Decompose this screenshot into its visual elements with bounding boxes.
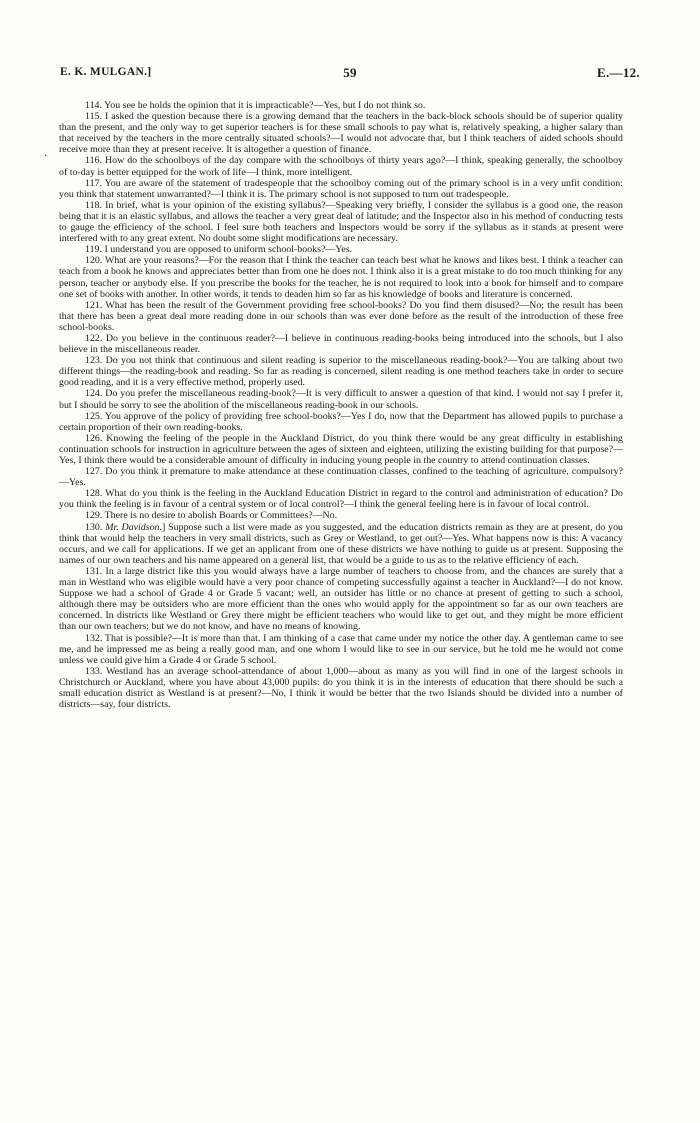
margin-dot: · [44, 151, 48, 162]
paragraph-132: 132. That is possible?—It is more than that. I am thinking of a case that came under my notice the other day. A gentleman came to see me, and he impressed me as being a really good man, and one whom I would like to see in our service, but he told me he would not come unless we could give him a Grade 4 or Grade 5 school. [59, 632, 623, 666]
paragraph-128: 128. What do you think is the feeling in the Auckland Education District in regard to the control and administration of education? Do you think the feeling is in favour of a central system or of local control?—I think the general feeling here is in favour of local control. [59, 488, 623, 511]
paragraph-115: 115. I asked the question because there is a growing demand that the teachers in the back-block schools should be of superior quality than the present, and the only way to get superior teachers is for these small schools to pay what is, relatively speaking, a higher salary than that received by the teachers in the more centrally situated schools?—I would not advocate that, but I think teachers of aided schools should receive more than they at present receive. It is altogether a question of finance. [59, 111, 623, 156]
paragraph-123: 123. Do you not think that continuous and silent reading is superior to the miscellaneous reading-book?—You are talking about two different things—the reading-book and reading. So far as reading is concerned, silent reading is one method teachers take in order to secure good reading, and it is a very effective method, properly used. [59, 355, 623, 389]
page-header [60, 66, 640, 82]
paragraph-114: 114. You see he holds the opinion that it is impracticable?—Yes, but I do not think so. [85, 100, 426, 111]
page-number: 59 [343, 65, 357, 80]
paragraph-131: 131. In a large district like this you would always have a large number of teachers to choose from, and the chances are surely that a man in Westland who was eligible would have a very poor chance of competing successfully against a teacher in Auckland?—I do not know. Suppose we had a school of Grade 4 or Grade 5 vacant; well, an outsider has little or no chance at present of getting to such a school, although there may be outsiders who are more efficient than the ones who would apply for the appointment so far as our own teachers are concerned. In districts like Westland or Grey there might be efficient teachers who would like to get out, and they might be more efficient than our own teachers; but we do not know, and have no means of knowing. [59, 565, 623, 633]
paragraph-126: 126. Knowing the feeling of the people in the Auckland District, do you think there would be any great difficulty in establishing continuation schools for instruction in agriculture between the ages of sixteen and eighteen, utilizing the existing building for that purpose?—Yes, I think there would be a considerable amount of difficulty in inducing young people in the country to attend continuation classes. [59, 432, 623, 466]
paragraph-118: 118. In brief, what is your opinion of the existing syllabus?—Speaking very briefly, I consider the syllabus is a good one, the reason being that it is an elastic syllabus, and allows the teacher a very great deal of latitude; and the Inspector also in his method of conducting tests to gauge the efficiency of the school. I feel sure both teachers and Inspectors would be sorry if the syllabus as it stands at present were interfered with to any great extent. No doubt some slight modifications are necessary. [59, 199, 623, 245]
paragraph-120: 120. What are your reasons?—For the reason that I think the teacher can teach best what he knows and likes best. I think a teacher can teach from a book he knows and appreciates better than from one he does not. I think also it is a great mistake to do too much thinking for any person, teacher or anybody else. If you prescribe the books for the teacher, he is not required to look into a book for himself and to compare one set of books with another. In other words, it tends to deaden him so far as his knowledge of books and literature is concerned. [59, 255, 623, 300]
paragraph-116: 116. How do the schoolboys of the day compare with the schoolboys of thirty years ago?—I think, speaking generally, the schoolboy of to-day is better equipped for the work of life—I think, more intelligent. [59, 155, 623, 178]
paragraph-129: 129. There is no desire to abolish Boards or Committees?—No. [85, 510, 338, 522]
paragraph-121: 121. What has been the result of the Government providing free school-books? Do you find them disused?—No; the result has been that there has been a great deal more reading done in our schools than was ever done before as the result of the introduction of these free school-books. [59, 299, 623, 333]
paragraph-127: 127. Do you think it premature to make attendance at these continuation classes, confined to the teaching of agriculture, compulsory?—Yes. [59, 466, 623, 489]
transcript-body [59, 100, 623, 710]
paragraph-130 [59, 522, 623, 566]
paragraph-117: 117. You are aware of the statement of tradespeople that the schoolboy coming out of the primary school is in a very unfit condition: you think that statement unwarranted?—I think it is. The primary school is not supposed to turn out tradespeople. [59, 177, 623, 200]
paragraph-text: ] Suppose such a list were made as you suggested, and the education districts remain as they are at present, do you think that would help the teachers in very small districts, such as Grey or Westland, to get out?—Yes. What happens now is this: A vacancy occurs, and we call for applications. If we get an applicant from one of these districts we have nothing to guide us at present. Supposing the names of our own teachers and his name appeared on a general list, that would be a guide to us as to the relative efficiency of each. [59, 521, 624, 566]
paragraph-133: 133. Westland has an average school-attendance of about 1,000—about as many as you will find in one of the largest schools in Christchurch or Auckland, where you have about 43,000 pupils: do you think it is in the interests of education that there should be such a small education district as Westland is at present?—No, I think it would be better that the two Islands should be divided into a number of districts—say, four districts. [59, 665, 623, 711]
header-witness-name: E. K. MULGAN.] [60, 66, 152, 78]
paragraph-119: 119. I understand you are opposed to uniform school-books?—Yes. [85, 244, 353, 256]
paragraph-122: 122. Do you believe in the continuous reader?—I believe in continuous reading-books being introduced into the schools, but I also believe in the miscellaneous reader. [59, 332, 623, 356]
question-number: 130. [85, 521, 106, 533]
speaker-name: Mr. Davidson. [105, 521, 162, 533]
document-reference: E.—12. [597, 65, 640, 80]
paragraph-125: 125. You approve of the policy of providing free school-books?—Yes I do, now that the Department has allowed pupils to purchase a certain proportion of their own reading-books. [59, 410, 623, 433]
paragraph-124: 124. Do you prefer the miscellaneous reading-book?—It is very difficult to answer a question of that kind. I would not say I prefer it, but I should be sorry to see the abolition of the miscellaneous reading-book in our schools. [59, 388, 623, 411]
